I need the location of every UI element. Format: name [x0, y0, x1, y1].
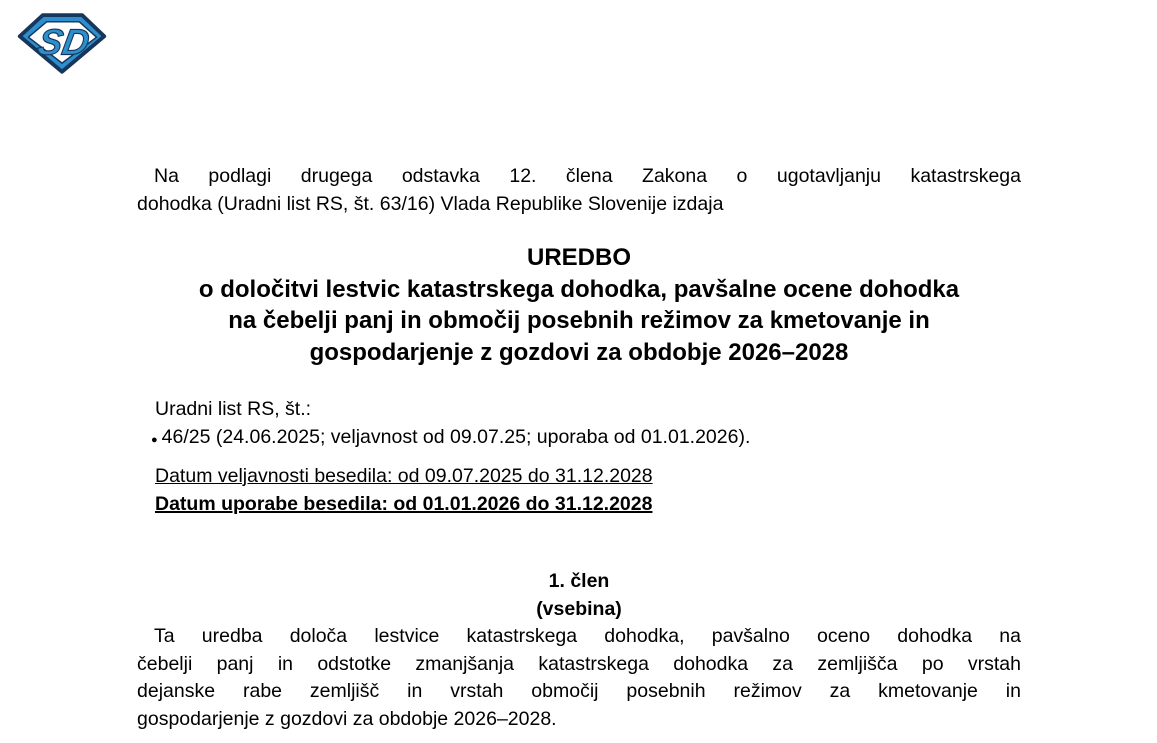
title-line-1: UREDBO [526, 244, 631, 271]
article-body-line-2: čebelji panj in odstotke zmanjšanja katastrskega dohodka za zemljišča po vrstah [137, 652, 1021, 675]
article-subtitle: (vsebina) [536, 597, 622, 620]
document-title [137, 242, 1021, 368]
intro-paragraph [137, 163, 1021, 218]
logo-letters: SD [34, 21, 93, 63]
gazette-list-item [137, 424, 1021, 455]
article-body-line-3: dejanske rabe zemljišč in vrstah območij posebnih režimov za kmetovanje in [137, 680, 1021, 702]
article-number: 1. člen [548, 570, 610, 592]
gazette-item-text: 46/25 (24.06.2025; veljavnost od 09.07.25; uporaba od 01.01.2026). [161, 425, 751, 448]
validity-section [137, 463, 1021, 518]
intro-line-2: dohodka (Uradni list RS, št. 63/16) Vlada Republike Slovenije izdaja [137, 192, 724, 215]
title-line-2: o določitvi lestvic katastrskega dohodka, pavšalne ocene dohodka [198, 275, 960, 303]
sd-shield-logo [14, 8, 110, 76]
gazette-label: Uradni list RS, št.: [155, 398, 312, 420]
validity-date-line: Datum veljavnosti besedila: od 09.07.2025 do 31.12.2028 [155, 465, 653, 487]
intro-line-1: Na podlagi drugega odstavka 12. člena Zakona o ugotavljanju katastrskega [154, 165, 1021, 187]
title-line-4: gospodarjenje z gozdovi za obdobje 2026–2028 [309, 338, 849, 366]
bullet-icon: ● [151, 433, 158, 446]
gazette-section [137, 396, 1021, 454]
application-date-line: Datum uporabe besedila: od 01.01.2026 do 31.12.2028 [155, 492, 653, 515]
article-body-line-4: gospodarjenje z gozdovi za obdobje 2026–2028. [137, 707, 557, 730]
article-body-line-1: Ta uredba določa lestvice katastrskega dohodka, pavšalno oceno dohodka na [154, 625, 1021, 647]
article-heading [137, 568, 1021, 623]
sd-shield-icon [14, 8, 110, 76]
title-line-3: na čebelji panj in območij posebnih režimov za kmetovanje in [228, 307, 930, 334]
article-body-paragraph [137, 623, 1021, 733]
